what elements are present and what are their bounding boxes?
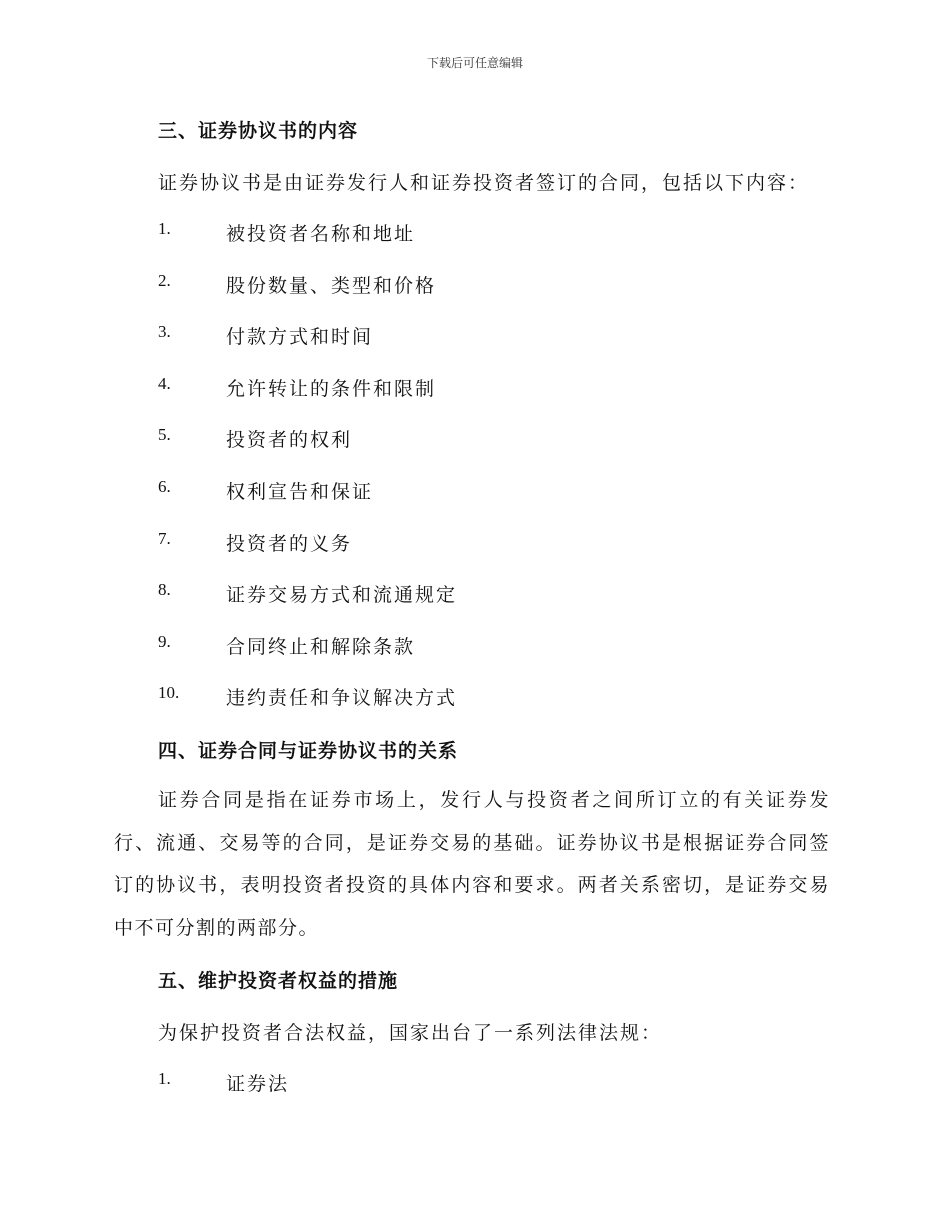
list-item-number: 2.: [158, 271, 171, 290]
section-5-intro: 为保护投资者合法权益，国家出台了一系列法律法规：: [158, 1022, 663, 1044]
section-5-heading: 五、维护投资者权益的措施: [158, 970, 399, 992]
list-item-text: 合同终止和解除条款: [226, 636, 416, 658]
list-item-number: 9.: [158, 632, 171, 651]
list-item-text: 证券法: [226, 1073, 290, 1095]
list-item-text: 投资者的权利: [226, 429, 353, 451]
list-item-text: 违约责任和争议解决方式: [226, 687, 458, 709]
section-4-paragraph: 证券合同是指在证券市场上，发行人与投资者之间所订立的有关证券发行、流通、交易等的合同，是证券交易的基础。证券协议书是根据证券合同签订的协议书，表明投资者投资的具体内容和要求。两者关系密切，是证券交易中不可分割的两部分。: [114, 789, 830, 939]
section-4-heading: 四、证券合同与证券协议书的关系: [158, 740, 459, 762]
section-3-heading: 三、证券协议书的内容: [158, 120, 359, 142]
list-item-text: 允许转让的条件和限制: [226, 378, 437, 400]
list-item-text: 被投资者名称和地址: [226, 223, 416, 245]
list-item-number: 5.: [158, 425, 171, 444]
list-item-number: 8.: [158, 580, 171, 599]
list-item-text: 投资者的义务: [226, 533, 353, 555]
list-item-number: 7.: [158, 529, 171, 548]
list-item-text: 权利宣告和保证: [226, 481, 374, 503]
list-item-number: 10.: [158, 683, 180, 702]
list-item-number: 6.: [158, 477, 171, 496]
list-item-text: 证券交易方式和流通规定: [226, 584, 458, 606]
list-item-number: 4.: [158, 374, 171, 393]
page-header: 下载后可任意编辑: [426, 56, 523, 70]
list-item-number: 1.: [158, 219, 171, 238]
list-item-text: 股份数量、类型和价格: [226, 275, 437, 297]
list-item-text: 付款方式和时间: [226, 326, 374, 348]
list-item-number: 1.: [158, 1069, 171, 1088]
section-3-intro: 证券协议书是由证券发行人和证券投资者签订的合同，包括以下内容：: [158, 172, 810, 194]
list-item-number: 3.: [158, 322, 171, 341]
